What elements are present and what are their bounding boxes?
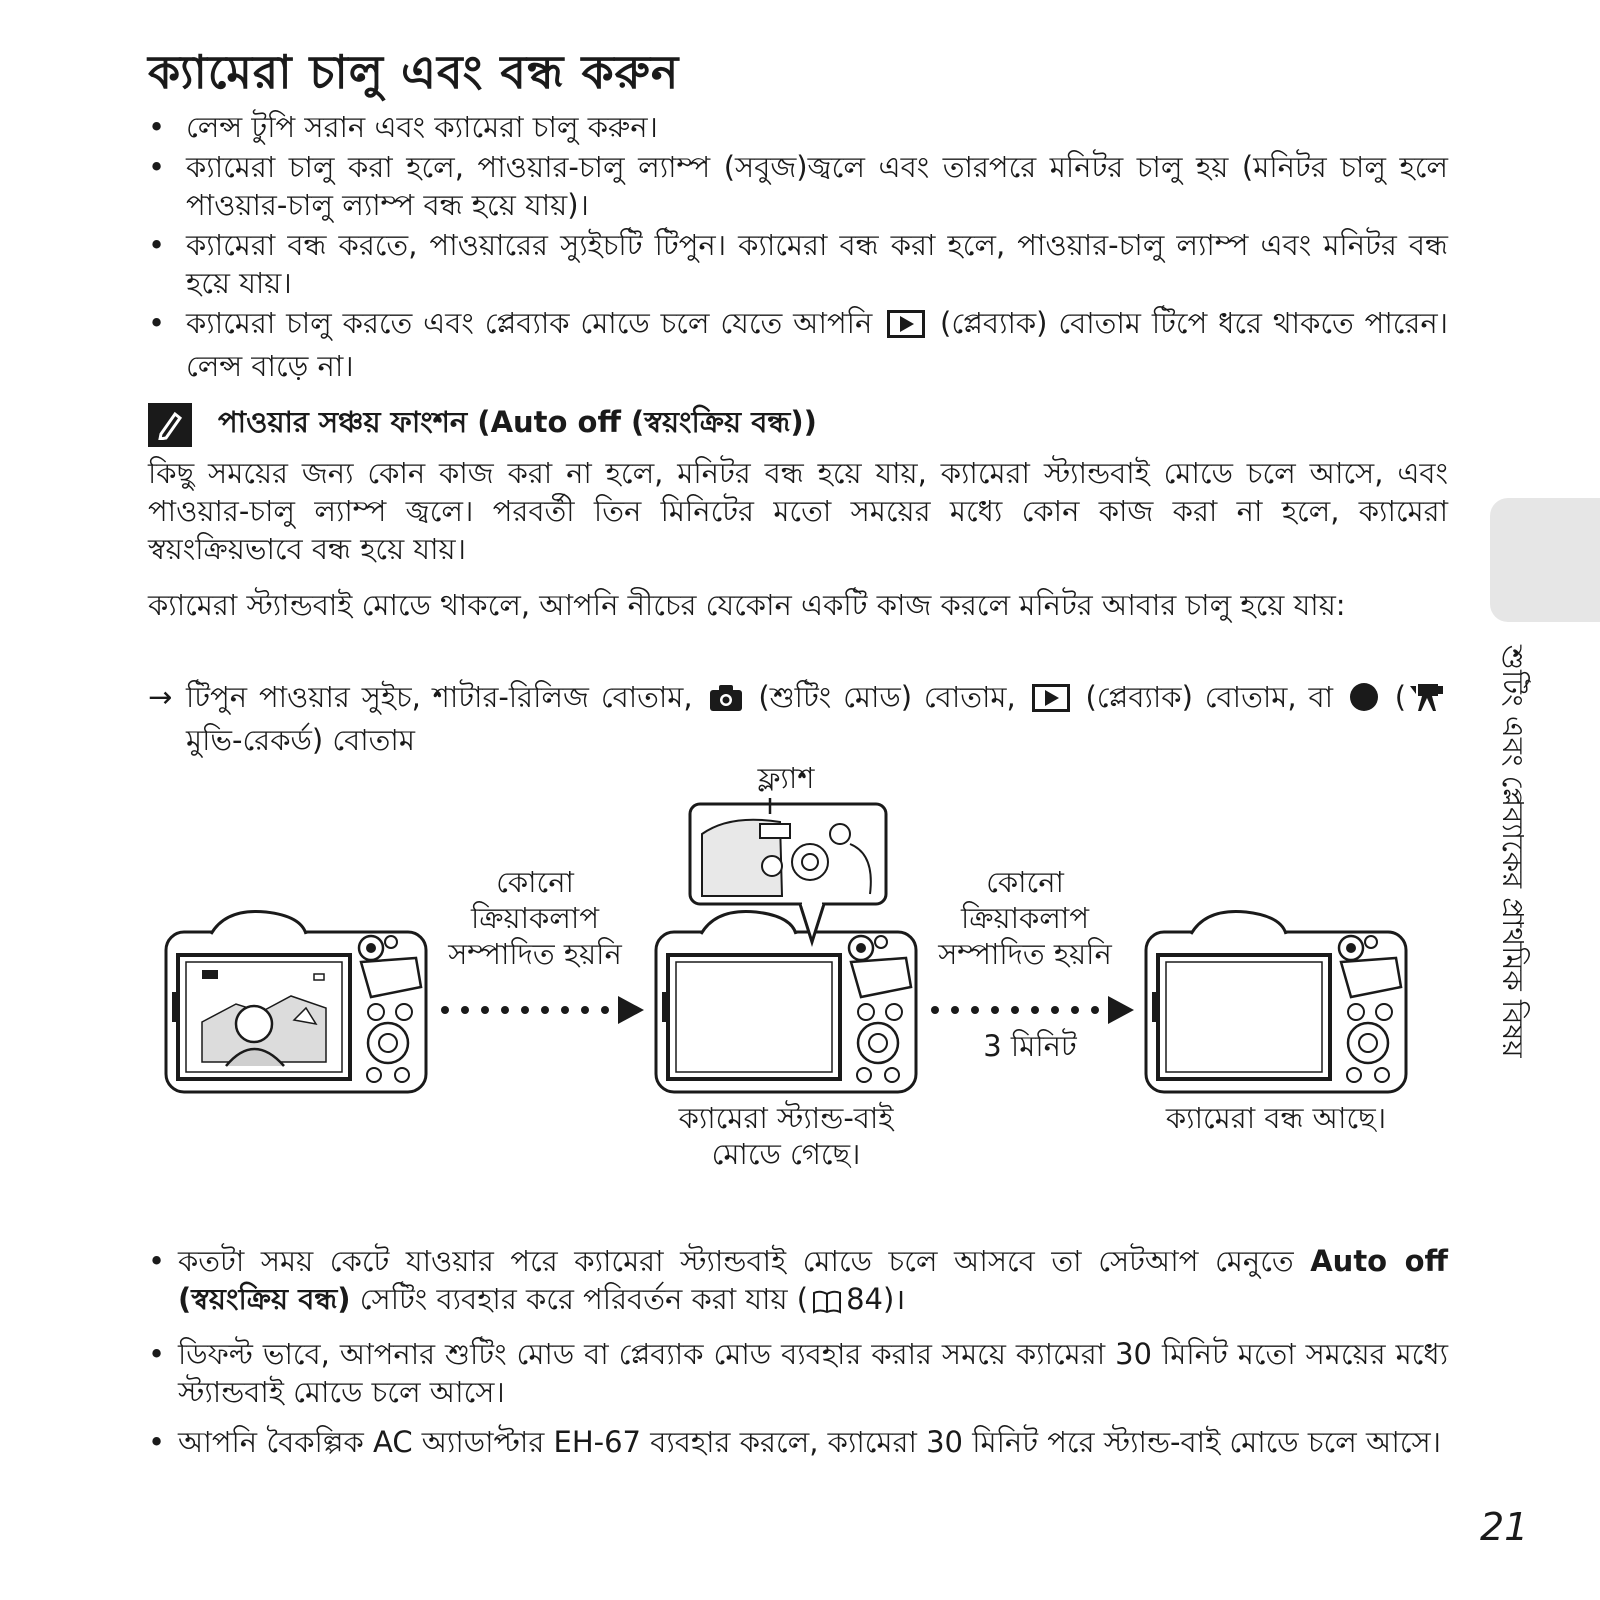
wake-actions [148, 678, 1448, 759]
note-heading [148, 400, 817, 449]
camera-icon [709, 683, 743, 721]
movie-camera-icon [1410, 682, 1444, 721]
note-paragraph: কিছু সময়ের জন্য কোন কাজ করা না হলে, মনিটর বন্ধ হয়ে যায়, ক্যামেরা স্ট্যান্ডবাই মোডে চলে আসে, এবং পাওয়ার-চালু ল্যাম্প জ্বলে। পরবর্তী তিন মিনিটের মতো সময়ের মধ্যে কোন কাজ করা না হলে, ক্যামেরা স্বয়ংক্রিয়ভাবে বন্ধ হয়ে যায়। [148, 456, 1448, 566]
camera-off-illustration [1146, 911, 1406, 1092]
record-dot-icon [1349, 682, 1379, 721]
flash-label: ফ্ল্যাশ [757, 761, 815, 795]
minutes-label: 3 মিনিট [983, 1029, 1077, 1063]
note-title: পাওয়ার সঞ্চয় ফাংশন (Auto off (স্বয়ংক্রিয় বন্ধ)) [218, 405, 817, 439]
action-text: (প্লেব্যাক) বোতাম, [1085, 680, 1297, 714]
intro-bullet-list [148, 108, 1448, 387]
standby-caption: ক্যামেরা স্ট্যান্ড-বাই মোডে গেছে। [678, 1101, 894, 1171]
playback-icon [1032, 683, 1070, 721]
bullet-item: • ক্যামেরা বন্ধ করতে, পাওয়ারের স্যুইচটি টিপুন। ক্যামেরা বন্ধ করা হলে, পাওয়ার-চালু ল্যাম্প এবং মনিটর বন্ধ হয়ে যায়। [148, 226, 1448, 302]
camera-on-illustration [166, 911, 426, 1092]
page-number: 21 [1480, 1505, 1529, 1549]
action-text: মুভি-রেকর্ড) বোতাম [186, 723, 415, 757]
setting-name: Auto off (স্বয়ংক্রিয় বন্ধ) [178, 1244, 1449, 1316]
arrow-icon: → [148, 680, 173, 714]
action-text: ( [1394, 680, 1407, 714]
bullet-text: ক্যামেরা চালু করতে এবং প্লেব্যাক মোডে চলে যেতে আপনি [186, 306, 873, 340]
bullet-item: • ক্যামেরা চালু করা হলে, পাওয়ার-চালু ল্যাম্প (সবুজ)জ্বলে এবং তারপরে মনিটর চালু হয় (মনিটর চালু হলে পাওয়ার-চালু ল্যাম্প বন্ধ হয়ে যায়)। [148, 148, 1448, 224]
section-tab [1490, 498, 1600, 622]
note-item: • কতটা সময় কেটে যাওয়ার পরে ক্যামেরা স্ট্যান্ডবাই মোডে চলে আসবে তা সেটআপ মেনুতে Auto off (স্বয়ংক্রিয় বন্ধ) সেটিং ব্যবহার করে পরিবর্তন করা যায় ( 84)। [148, 1242, 1448, 1323]
note-item: • ডিফল্ট ভাবে, আপনার শুটিং মোড বা প্লেব্যাক মোড ব্যবহার করার সময়ে ক্যামেরা 30 মিনিট মতো সময়ের মধ্যে স্ট্যান্ডবাই মোডে চলে আসে। [148, 1335, 1448, 1411]
off-caption: ক্যামেরা বন্ধ আছে। [1165, 1101, 1387, 1135]
note-item: • আপনি বৈকল্পিক AC অ্যাডাপ্টার EH-67 ব্যবহার করলে, ক্যামেরা 30 মিনিট পরে স্ট্যান্ড-বাই মোডে চলে আসে। [148, 1423, 1448, 1461]
bullet-text: (প্লেব্যাক) বোতাম টিপে ধরে থাকতে পারেন। লেন্স বাড়ে না। [186, 306, 1449, 383]
notes-list [148, 1242, 1448, 1473]
bullet-item: • লেন্স টুপি সরান এবং ক্যামেরা চালু করুন। [148, 108, 1448, 146]
camera-standby-illustration [656, 911, 916, 1092]
action-text: বা [1308, 680, 1334, 714]
dotted-arrow [441, 996, 644, 1024]
note-paragraph: ক্যামেরা স্ট্যান্ডবাই মোডে থাকলে, আপনি নীচের যেকোন একটি কাজ করলে মনিটর আবার চালু হয়ে যায়: [148, 588, 1346, 622]
no-action-label: কোনো ক্রিয়াকলাপ সম্পাদিত হয়নি [938, 865, 1112, 971]
no-action-label: কোনো ক্রিয়াকলাপ সম্পাদিত হয়নি [448, 865, 622, 971]
auto-off-diagram [150, 760, 1450, 1200]
book-icon [812, 1285, 842, 1323]
section-label: শুটিং এবং প্লেব্যাকের প্রাথমিক বিষয় [1496, 645, 1530, 1058]
action-text: (শুটিং মোড) বোতাম, [758, 680, 1016, 714]
bullet-item [148, 304, 1448, 385]
action-text: টিপুন পাওয়ার সুইচ, শাটার-রিলিজ বোতাম, [186, 680, 693, 714]
pencil-note-icon [148, 403, 192, 447]
dotted-arrow [931, 996, 1134, 1024]
playback-icon [887, 309, 925, 347]
page-title: ক্যামেরা চালু এবং বন্ধ করুন [148, 45, 680, 99]
